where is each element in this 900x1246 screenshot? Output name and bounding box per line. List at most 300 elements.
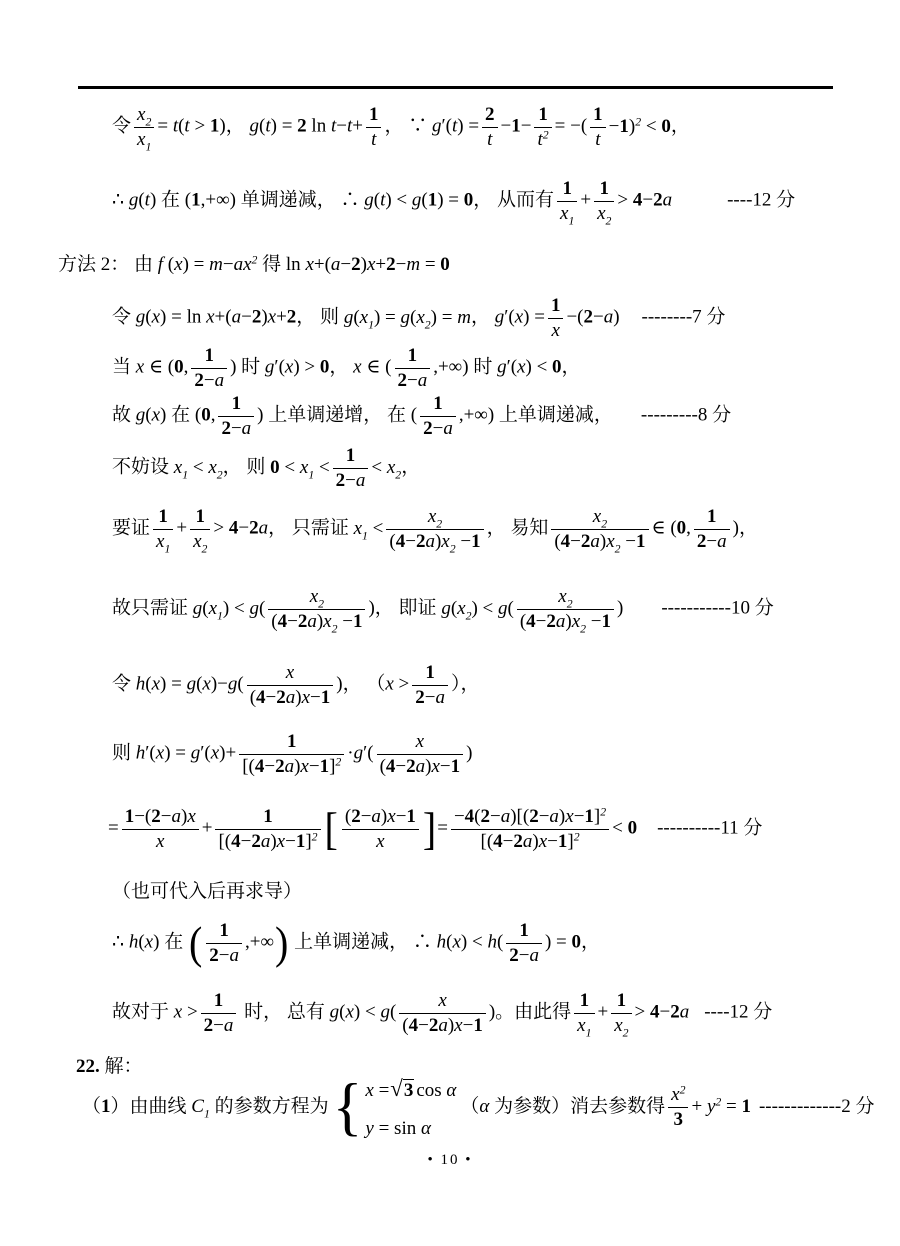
math-run xyxy=(336,470,366,491)
fraction xyxy=(451,806,609,853)
math-run xyxy=(195,506,205,527)
math-number: 1 xyxy=(511,115,521,137)
math-number: 2 xyxy=(513,830,523,852)
math-number: 2 xyxy=(221,417,231,439)
fraction-denominator xyxy=(506,943,542,967)
math-symbol: ) = xyxy=(160,306,187,328)
fraction-denominator xyxy=(534,127,551,151)
math-word: a xyxy=(223,1014,234,1036)
math-word: ln xyxy=(285,254,301,275)
fraction-numerator xyxy=(215,806,320,829)
cases-rows xyxy=(365,1074,456,1141)
math-number: 1 xyxy=(263,806,273,827)
math-number: 2 xyxy=(297,610,308,632)
square-root xyxy=(390,1074,414,1104)
math-symbol: ( xyxy=(496,931,504,953)
fraction xyxy=(342,806,419,853)
math-word: a xyxy=(171,806,181,827)
math-run xyxy=(674,1109,684,1130)
math-run xyxy=(466,743,472,764)
math-symbol: ] xyxy=(567,830,574,852)
math-symbol: − xyxy=(592,306,604,328)
text-run: 时 xyxy=(236,356,265,378)
subscript: 1 xyxy=(585,1026,592,1040)
math-symbol: ) xyxy=(219,115,226,137)
math-word: a xyxy=(355,469,366,491)
subscript: 2 xyxy=(331,622,338,636)
text-run: 在 xyxy=(166,404,195,426)
math-number: 2 xyxy=(397,369,407,391)
math-run xyxy=(612,818,637,839)
math-symbol: − xyxy=(395,755,407,777)
big-bracket: [ xyxy=(324,802,338,855)
math-symbol: ) xyxy=(434,530,442,552)
math-symbol: ∈ ( xyxy=(144,356,175,378)
text-run: ， xyxy=(470,306,495,328)
math-run xyxy=(509,945,539,966)
math-symbol: ) > xyxy=(293,356,320,378)
math-symbol: ( xyxy=(258,597,266,619)
math-word: a xyxy=(214,369,225,391)
math-symbol: ) xyxy=(294,755,301,777)
math-number: 4 xyxy=(650,1001,660,1023)
math-word: x xyxy=(606,530,615,552)
math-symbol: ) xyxy=(599,530,607,552)
math-word: x xyxy=(359,306,369,328)
math-run xyxy=(286,254,450,275)
math-run xyxy=(566,307,619,328)
math-number: 1 xyxy=(601,610,612,632)
math-word: x xyxy=(538,830,548,852)
math-run xyxy=(413,932,503,953)
line-assume-order xyxy=(112,445,420,492)
math-symbol: − xyxy=(500,115,512,137)
math-number: 3 xyxy=(673,1109,684,1131)
line-final-conclusion xyxy=(112,990,773,1040)
math-symbol: ) = xyxy=(437,189,464,211)
math-symbol: ) xyxy=(558,806,566,827)
math-word: a xyxy=(529,944,539,966)
math-word: g xyxy=(227,673,238,695)
math-number: 1 xyxy=(433,393,443,414)
fraction-denominator xyxy=(590,127,606,151)
text-run: 当 xyxy=(112,356,136,378)
math-symbol: − xyxy=(395,806,407,827)
math-word: x xyxy=(597,202,606,224)
math-run xyxy=(286,662,294,683)
line-g-monotonic-intervals xyxy=(112,393,731,440)
text-run: ）， xyxy=(450,673,480,695)
math-word: t xyxy=(144,189,150,211)
math-word: g xyxy=(135,404,146,426)
math-run xyxy=(580,990,590,1011)
math-symbol: ( xyxy=(237,673,244,695)
math-symbol: ) xyxy=(257,404,264,426)
math-word: a xyxy=(425,530,435,552)
math-run xyxy=(194,370,224,391)
bold-text: 22. xyxy=(76,1056,100,1077)
math-symbol: > xyxy=(213,517,229,539)
math-run xyxy=(433,357,468,378)
math-word: g xyxy=(190,742,201,764)
fraction-numerator xyxy=(395,345,431,368)
math-symbol: ( xyxy=(339,1001,346,1023)
math-number: 1 xyxy=(124,806,135,827)
math-word: x xyxy=(415,731,425,752)
math-number: 1 xyxy=(450,755,461,777)
math-run xyxy=(380,756,461,777)
math-number: 1 xyxy=(550,295,561,316)
text-run: ， 从而有 xyxy=(473,189,555,211)
math-run xyxy=(593,104,603,125)
math-run xyxy=(108,818,119,839)
math-run xyxy=(125,806,196,827)
fraction-numerator xyxy=(668,1084,688,1107)
text-run: ， 则 xyxy=(222,456,271,478)
math-word: a xyxy=(662,189,673,211)
math-run xyxy=(112,190,156,211)
math-symbol: − xyxy=(407,369,418,391)
math-symbol: = xyxy=(721,1096,742,1118)
math-symbol: · xyxy=(347,742,354,764)
math-number: 2 xyxy=(249,517,259,539)
superscript: 2 xyxy=(335,755,342,769)
math-symbol: +( xyxy=(214,306,232,328)
math-symbol: ] xyxy=(305,830,312,852)
math-word: x xyxy=(366,254,376,275)
math-number: 1 xyxy=(616,990,627,1011)
fraction-numerator xyxy=(366,104,382,127)
math-word: x xyxy=(135,356,145,378)
math-run xyxy=(545,932,581,953)
math-run xyxy=(173,456,223,481)
fraction-numerator xyxy=(333,445,369,468)
math-word: a xyxy=(417,369,428,391)
subscript: 1 xyxy=(368,318,374,331)
fraction xyxy=(191,345,227,392)
math-run xyxy=(597,202,612,228)
math-run xyxy=(136,307,297,328)
math-run xyxy=(345,806,416,827)
math-symbol: ( xyxy=(184,189,192,211)
math-number: 0 xyxy=(270,456,280,478)
text-run: 令 xyxy=(112,673,136,695)
fraction-numerator xyxy=(551,506,648,529)
math-word: g xyxy=(353,742,364,764)
math-run xyxy=(136,743,236,764)
text-run: ---------8 分 xyxy=(640,404,732,426)
math-run xyxy=(191,1096,210,1121)
math-symbol: ( xyxy=(145,673,152,695)
superscript: 2 xyxy=(600,805,607,819)
fraction xyxy=(134,104,154,154)
math-number: 0 xyxy=(174,356,184,378)
math-number: 2 xyxy=(580,530,591,552)
math-run xyxy=(537,129,548,150)
math-symbol: ) = xyxy=(373,306,401,328)
math-word: h xyxy=(135,742,146,764)
fraction-denominator xyxy=(548,318,564,342)
fraction-denominator xyxy=(611,1013,631,1040)
math-symbol: ( xyxy=(271,610,278,632)
math-symbol: ( xyxy=(138,931,145,953)
math-number: 1 xyxy=(473,1014,483,1036)
math-symbol: ) xyxy=(368,597,375,619)
math-number: 0 xyxy=(319,356,330,378)
math-run xyxy=(137,104,152,129)
math-symbol: ∴ xyxy=(340,189,365,211)
math-run xyxy=(495,307,545,328)
math-symbol: − xyxy=(203,369,215,391)
math-symbol: , xyxy=(183,356,189,378)
subscript: 2 xyxy=(436,517,443,531)
math-run xyxy=(617,990,627,1011)
math-symbol: + xyxy=(201,817,213,839)
text-run: ----------11 分 xyxy=(657,817,763,839)
superscript: 2 xyxy=(679,1083,686,1097)
math-symbol: = xyxy=(373,1080,390,1101)
line-h-decreasing xyxy=(112,916,601,969)
math-symbol: − xyxy=(642,189,654,211)
math-symbol: ) xyxy=(466,742,473,764)
math-run xyxy=(402,1015,483,1036)
radicand xyxy=(403,1079,415,1101)
fraction-numerator xyxy=(574,990,594,1013)
math-run xyxy=(438,990,446,1011)
math-word: g xyxy=(431,115,442,137)
fraction-denominator xyxy=(420,416,456,440)
math-number: 2 xyxy=(485,104,495,125)
subscript: 1 xyxy=(308,468,315,481)
math-number: 2 xyxy=(415,686,425,708)
text-run: ， 则 xyxy=(296,306,344,328)
math-run xyxy=(369,104,379,125)
math-symbol: ) xyxy=(447,1014,455,1036)
line-method-2 xyxy=(58,253,450,278)
math-symbol: < xyxy=(641,115,662,137)
math-run xyxy=(376,831,384,852)
math-word: x xyxy=(457,597,466,619)
text-run: 时， 总有 xyxy=(239,1001,330,1023)
math-symbol: ) < xyxy=(460,931,488,953)
math-symbol: −( xyxy=(134,806,152,827)
math-word: x xyxy=(416,306,425,328)
math-word: a xyxy=(679,1001,690,1023)
math-run xyxy=(287,731,297,752)
math-number: 4 xyxy=(395,530,406,552)
math-symbol: + xyxy=(375,254,387,275)
text-run: ， （ xyxy=(342,673,386,695)
math-run xyxy=(309,586,325,611)
math-number: 2 xyxy=(251,830,261,852)
math-word: x xyxy=(592,506,602,527)
subscript: 2 xyxy=(216,468,223,481)
math-run xyxy=(411,405,417,426)
fraction-numerator xyxy=(206,920,242,943)
math-symbol: − xyxy=(462,1014,474,1036)
math-symbol: − xyxy=(490,806,501,827)
math-symbol: + xyxy=(597,1001,609,1023)
fraction-denominator xyxy=(239,754,344,778)
math-word: a xyxy=(231,306,242,328)
math-run xyxy=(204,345,214,366)
subscript: 2 xyxy=(449,542,456,556)
math-word: y xyxy=(365,1117,374,1139)
fraction-denominator xyxy=(122,829,199,853)
math-run xyxy=(250,687,331,708)
math-symbol: , xyxy=(210,404,216,426)
math-symbol: ) xyxy=(617,597,624,619)
fraction-denominator xyxy=(574,1013,594,1040)
fraction xyxy=(386,506,483,556)
fraction-denominator xyxy=(451,829,609,853)
math-symbol: ( xyxy=(163,254,175,275)
math-word: a xyxy=(229,944,239,966)
math-symbol: − xyxy=(336,115,347,137)
math-symbol: − xyxy=(310,686,321,708)
math-word: x xyxy=(385,673,394,695)
math-run xyxy=(485,104,495,125)
fraction xyxy=(247,662,334,709)
fraction-denominator xyxy=(206,943,242,967)
fraction-numerator xyxy=(377,731,464,754)
math-number: 4 xyxy=(231,830,241,852)
math-symbol: ) xyxy=(160,404,167,426)
fraction-denominator xyxy=(694,529,730,553)
math-number: 2 xyxy=(509,944,519,966)
math-symbol: > xyxy=(393,673,410,695)
math-run xyxy=(454,806,606,827)
line-22-part-1 xyxy=(82,1071,875,1144)
subscript: 1 xyxy=(362,529,368,542)
math-symbol: ( xyxy=(519,610,527,632)
math-symbol: ( xyxy=(145,306,152,328)
math-run xyxy=(195,405,216,426)
math-symbol: − xyxy=(518,944,530,966)
math-symbol: ) xyxy=(149,189,157,211)
math-number: 1 xyxy=(158,506,168,527)
math-symbol: − xyxy=(360,806,372,827)
math-run xyxy=(250,116,363,137)
math-run xyxy=(671,1084,685,1105)
math-symbol: + xyxy=(176,517,188,539)
text-run: 上单调递减， xyxy=(289,931,413,953)
subscript: 2 xyxy=(601,517,608,531)
math-number: 2 xyxy=(297,115,307,137)
fraction-denominator xyxy=(342,829,419,853)
subscript: 1 xyxy=(568,214,575,228)
fraction-numerator xyxy=(386,506,483,529)
math-symbol: ′( xyxy=(506,356,518,378)
math-symbol: − xyxy=(547,830,558,852)
math-run xyxy=(592,506,608,531)
math-symbol: − xyxy=(453,806,465,827)
superscript: 2 xyxy=(573,830,580,844)
math-word: g xyxy=(498,597,508,619)
subscript: 2 xyxy=(605,214,612,228)
fraction xyxy=(482,104,498,151)
math-run xyxy=(245,932,274,953)
math-symbol: ( xyxy=(353,306,360,328)
text-run: （也可代入后再求导） xyxy=(112,881,303,902)
fraction-numerator xyxy=(342,806,419,829)
math-word: g xyxy=(494,306,505,328)
math-symbol: ( xyxy=(249,686,257,708)
text-run: （ xyxy=(82,1096,102,1118)
math-number: 1 xyxy=(619,115,629,137)
text-run: 在 xyxy=(159,931,188,953)
math-run xyxy=(202,818,213,839)
subscript: 2 xyxy=(201,542,208,556)
math-run xyxy=(580,190,591,211)
math-symbol: = xyxy=(108,817,119,839)
math-run xyxy=(423,418,453,439)
text-run: 上单调递减， xyxy=(494,404,613,426)
fraction xyxy=(412,662,448,709)
math-symbol: ) xyxy=(261,306,268,328)
math-run xyxy=(617,598,623,619)
spacer xyxy=(623,613,661,614)
math-run xyxy=(353,357,391,378)
math-word: x xyxy=(137,104,146,125)
math-word: t xyxy=(265,115,271,137)
fraction-denominator xyxy=(134,127,154,154)
math-symbol: < xyxy=(367,517,384,539)
fraction-numerator xyxy=(557,178,577,201)
math-symbol: ) = xyxy=(164,742,191,764)
math-word: x xyxy=(208,597,218,619)
math-word: t xyxy=(595,128,601,150)
math-word: a xyxy=(371,806,381,827)
line-to-prove xyxy=(112,506,758,556)
math-run xyxy=(192,597,266,622)
subscript: 2 xyxy=(465,609,472,622)
fraction xyxy=(201,990,237,1037)
fraction-numerator xyxy=(590,104,606,127)
math-word: t xyxy=(487,128,493,150)
math-word: x xyxy=(387,806,396,827)
math-run xyxy=(263,806,273,827)
math-run xyxy=(157,116,225,137)
math-run xyxy=(551,295,561,316)
math-run xyxy=(193,530,208,556)
math-symbol: ,+∞) xyxy=(200,189,236,211)
math-run xyxy=(242,756,341,777)
math-word: cos xyxy=(416,1080,442,1101)
spacer xyxy=(620,322,642,323)
math-symbol: ′( xyxy=(504,306,515,328)
fraction-denominator xyxy=(190,529,210,556)
fraction-numerator xyxy=(247,662,334,685)
math-symbol: + xyxy=(276,306,287,328)
cases-group xyxy=(332,1071,457,1144)
math-word: a xyxy=(717,530,727,552)
fraction xyxy=(517,586,614,636)
fraction-denominator xyxy=(399,1013,486,1037)
math-symbol: ( xyxy=(410,306,417,328)
fraction-numerator xyxy=(506,920,542,943)
subscript: 2 xyxy=(395,468,402,481)
math-word: a xyxy=(522,830,533,852)
math-number: 1 xyxy=(319,755,330,777)
math-symbol: ( xyxy=(507,597,514,619)
fraction-numerator xyxy=(548,295,564,318)
radical-sign: √ xyxy=(390,1076,403,1101)
text-run: 时 xyxy=(468,356,498,378)
math-run xyxy=(209,945,239,966)
math-run xyxy=(214,990,224,1011)
spacer xyxy=(751,1111,759,1112)
